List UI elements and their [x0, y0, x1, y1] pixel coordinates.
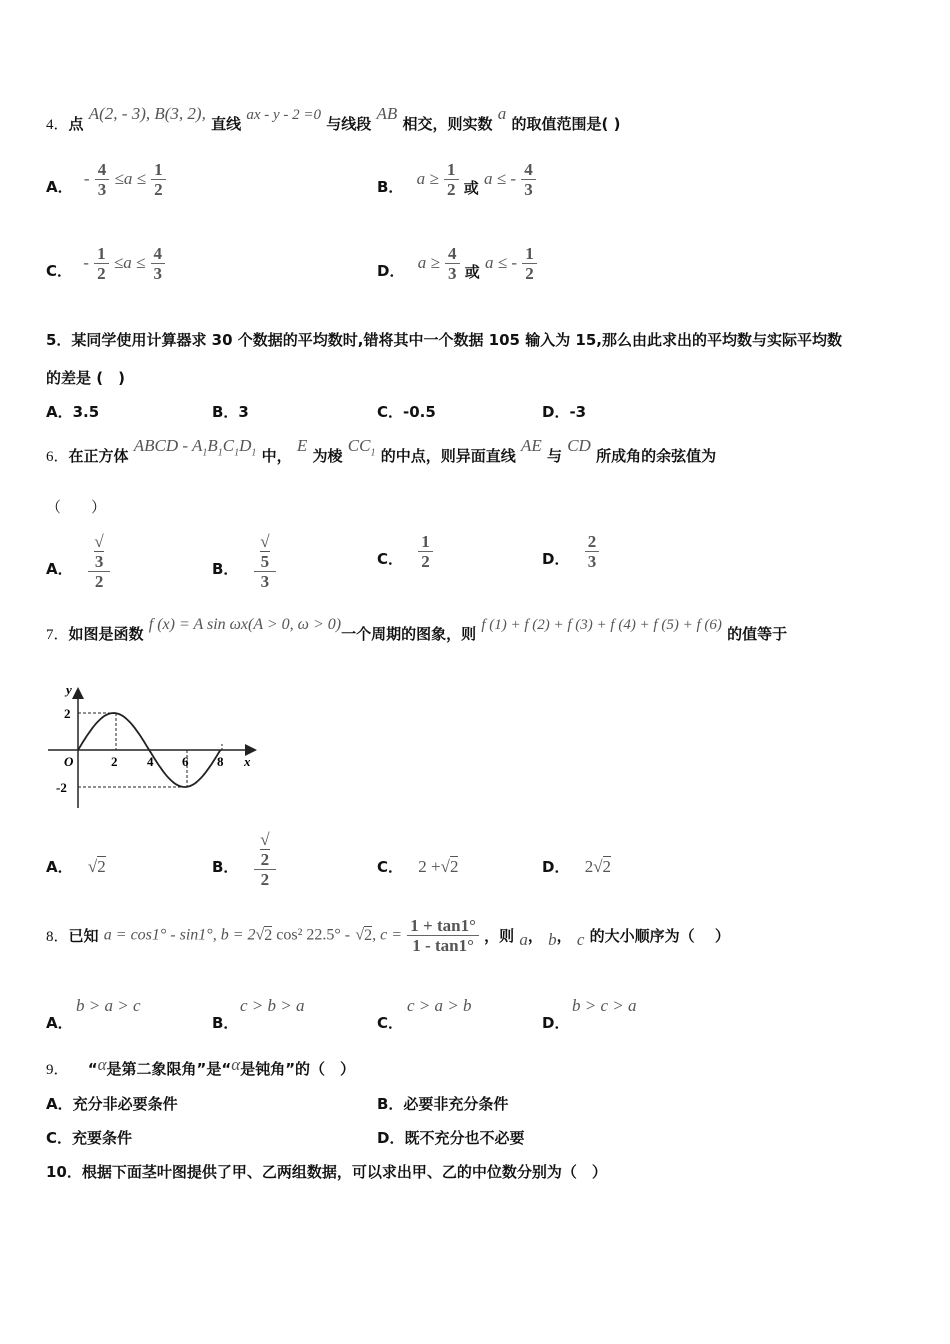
fraction: $\frac{2}{3}$ — [585, 532, 600, 571]
fraction: √ 2 2 — [254, 830, 277, 889]
q7-function: f (x) = A sin ωx(A > 0, ω > 0) — [148, 616, 342, 633]
q4-option-d[interactable]: D． a ≥ $\frac{4}{3}$ 或 a ≤ - $\frac{1}{2}$ — [377, 244, 537, 283]
fraction: $\frac{1}{2}$ — [522, 244, 537, 283]
fraction: $\frac{4}{3}$ — [95, 160, 110, 199]
q5-option-b[interactable]: B．3 — [212, 403, 249, 421]
fraction: $\frac{1 + \tan 1^\circ}{1 - \tan 1^\circ}$ — [407, 916, 479, 955]
q5-option-d[interactable]: D．-3 — [542, 403, 587, 421]
q9-option-c[interactable]: C．充要条件 — [46, 1129, 133, 1147]
q10-stem: 10．根据下面茎叶图提供了甲、乙两组数据，可以求出甲、乙的中位数分别为（ ） — [46, 1163, 607, 1181]
fraction: √ 3 2 — [88, 532, 111, 591]
fraction: $\frac{1}{2}$ — [418, 532, 433, 571]
q5-option-a[interactable]: A．3.5 — [46, 403, 100, 421]
q7-sine-graph — [44, 682, 264, 814]
q7-sum: f (1) + f (2) + f (3) + f (4) + f (5) + f (6) — [481, 617, 722, 633]
q5-stem-line2: 的差是 ( ) — [46, 369, 125, 387]
q5-stem-line1: 5．某同学使用计算器求 30 个数据的平均数时,错将其中一个数据 105 输入为 15,那么由此求出的平均数与实际平均数 — [46, 331, 843, 349]
fraction: $\frac{1}{2}$ — [151, 160, 166, 199]
q4-stem: 4．点 A(2, - 3), B(3, 2), 直线 ax - y - 2 =0 与线段 AB 相交，则实数 a 的取值范围是( ) — [46, 104, 621, 133]
q5-option-c[interactable]: C．-0.5 — [377, 403, 436, 421]
q4-option-c[interactable]: C． - $\frac{1}{2}$ ≤a ≤ $\frac{4}{3}$ — [46, 244, 165, 283]
q9-option-b[interactable]: B．必要非充分条件 — [377, 1095, 509, 1113]
x-tick-8: 8 — [217, 754, 224, 769]
q9-option-a[interactable]: A．充分非必要条件 — [46, 1095, 178, 1113]
q7-option-a[interactable]: A． √2 — [46, 857, 106, 876]
fraction: $\frac{4}{3}$ — [445, 244, 460, 283]
q6-stem: 6．在正方体 ABCD - $A_1B_1C_1D_1$ 中， E 为棱 $CC_1$ 的中点，则异面直线 AE 与 CD 所成角的余弦值为 — [46, 436, 717, 465]
fraction: $\frac{4}{3}$ — [521, 160, 536, 199]
q7-option-b[interactable]: B． √ 2 2 — [212, 830, 276, 889]
q4-option-b[interactable]: B． a ≥ $\frac{1}{2}$ 或 a ≤ - $\frac{4}{3}$ — [377, 160, 536, 199]
fraction: $\frac{4}{3}$ — [151, 244, 166, 283]
y-tick-2: 2 — [64, 706, 71, 721]
q6-paren: （ ） — [46, 498, 107, 516]
x-tick-2: 2 — [111, 754, 118, 769]
q7-stem: 7．如图是函数 f (x) = A sin ωx(A > 0, ω > 0)一个周期的图象，则 f (1) + f (2) + f (3) + f (4) + f (5) + f (6) 的值等于 — [46, 616, 788, 643]
q4-line-eq: ax - y - 2 =0 — [246, 107, 322, 123]
q4-option-a[interactable]: A． - $\frac{4}{3}$ ≤a ≤ $\frac{1}{2}$ — [46, 160, 166, 199]
x-tick-4: 4 — [147, 754, 154, 769]
q8-stem: 8．已知 a = cos1° - sin1°, b = 2√2 cos² 22.5° - √2, c = $\frac{1 + \tan 1^\circ}{1 - \tan 1^\circ}$ ，则 a， b， c 的大小顺序为（ ） — [46, 916, 730, 955]
y-axis-label: y — [66, 682, 72, 697]
fraction: $\frac{1}{2}$ — [444, 160, 459, 199]
q6-option-c[interactable]: C． $\frac{1}{2}$ — [377, 532, 433, 571]
y-tick-neg2: -2 — [56, 780, 67, 795]
x-axis-label: x — [244, 754, 251, 769]
x-tick-6: 6 — [182, 754, 189, 769]
q4-points: A(2, - 3), B(3, 2), — [88, 104, 206, 123]
fraction: $\frac{1}{2}$ — [94, 244, 109, 283]
origin-label: O — [64, 754, 74, 769]
q7-option-c[interactable]: C． 2 +√2 — [377, 857, 459, 876]
q6-option-a[interactable]: A． √ 3 2 — [46, 532, 110, 591]
q9-option-d[interactable]: D．既不充分也不必要 — [377, 1129, 525, 1147]
q9-stem: 9． “α是第二象限角”是“α是钝角”的（ ） — [46, 1055, 356, 1078]
q6-option-d[interactable]: D． $\frac{2}{3}$ — [542, 532, 599, 571]
fraction: √ 5 3 — [254, 532, 277, 591]
q6-option-b[interactable]: B． √ 5 3 — [212, 532, 276, 591]
q7-option-d[interactable]: D． 2√2 — [542, 857, 612, 876]
